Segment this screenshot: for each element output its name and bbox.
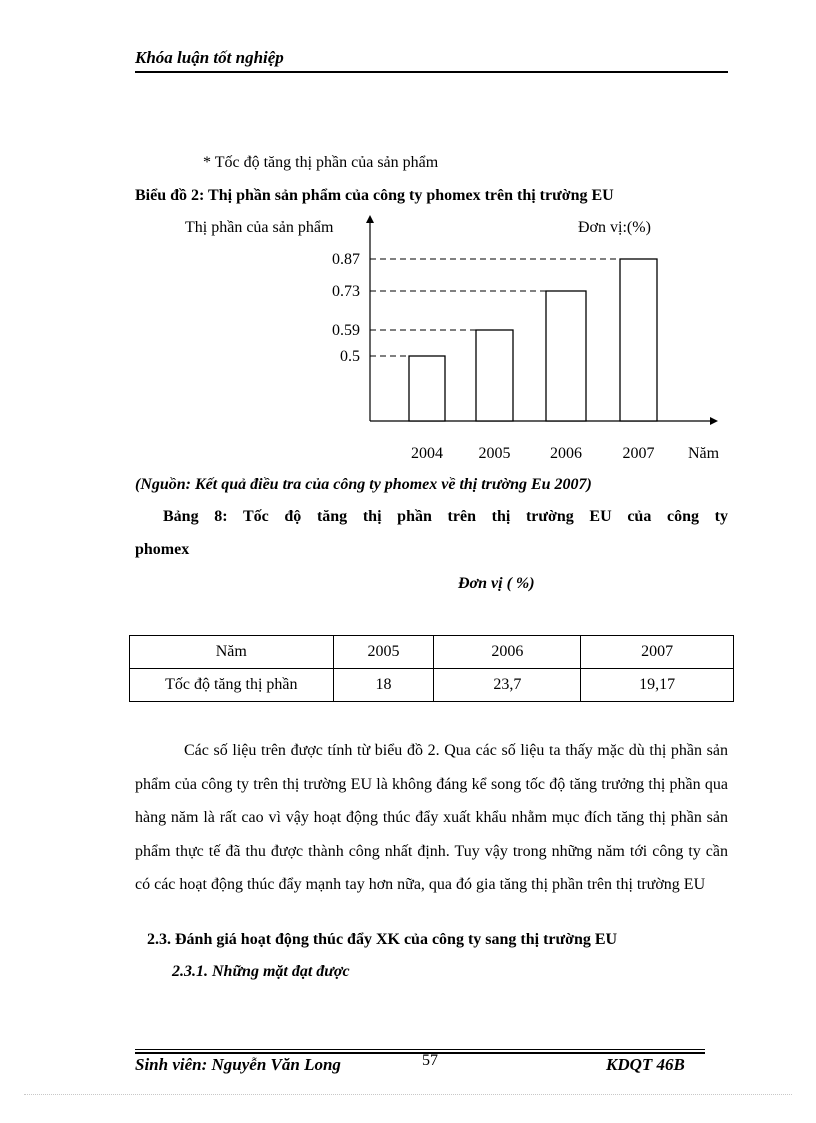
table-row	[130, 669, 734, 702]
chart-bar	[546, 291, 586, 421]
table-header-cell: Năm	[130, 636, 334, 669]
footer-student: Sinh viên: Nguyễn Văn Long	[135, 1055, 341, 1074]
table-caption: Bảng 8: Tốc độ tăng thị phần trên thị trường EU của công ty	[163, 508, 728, 525]
table-header-cell: 2005	[333, 636, 434, 669]
body-paragraph	[135, 734, 728, 902]
table-caption-cont: phomex	[135, 541, 190, 558]
table-header-cell: 2006	[434, 636, 581, 669]
x-tick-label: 2006	[550, 445, 582, 462]
table-cell: 18	[333, 669, 434, 702]
chart-bar	[476, 330, 513, 421]
chart-bar	[409, 356, 445, 421]
header-rule	[135, 71, 728, 73]
footer-class: KDQT 46B	[606, 1055, 685, 1074]
page-number: 57	[422, 1052, 438, 1069]
table-header-row	[130, 636, 734, 669]
page-header-title: Khóa luận tốt nghiệp	[135, 48, 284, 67]
x-axis-label: Năm	[688, 445, 720, 462]
chart-caption: Biểu đồ 2: Thị phần sản phẩm của công ty phomex trên thị trường EU	[135, 187, 614, 204]
table-header-cell: 2007	[581, 636, 734, 669]
source-note: (Nguồn: Kết quả điều tra của công ty phomex về thị trường Eu 2007)	[135, 476, 592, 493]
y-tick-label: 0.87	[332, 251, 360, 268]
section-heading: 2.3. Đánh giá hoạt động thúc đẩy XK của công ty sang thị trường EU	[147, 931, 618, 948]
bar-chart	[0, 205, 816, 475]
chart-bar	[620, 259, 657, 421]
y-tick-label: 0.73	[332, 283, 360, 300]
paragraph-text: Các số liệu trên được tính từ biểu đồ 2. Qua các số liệu ta thấy mặc dù thị phần sản phẩm của công ty trên thị trường EU là không đáng kể song tốc độ tăng trưởng thị phần qua hàng năm là rất cao vì vậy hoạt động thúc đẩy xuất khẩu nhằm mục đích tăng thị phần sản phẩm thực tế đã thu được thành công nhất định. Tuy vậy trong những năm tới công ty cần có các hoạt động thúc đẩy mạnh tay hơn nữa, qua đó gia tăng thị phần trên thị trường EU	[135, 742, 728, 894]
unit-label: Đơn vị:(%)	[578, 219, 651, 236]
footer-rule-thick	[135, 1052, 705, 1054]
page-edge-dotted	[24, 1094, 792, 1095]
table-cell: 19,17	[581, 669, 734, 702]
y-axis-label: Thị phần của sản phẩm	[185, 219, 334, 236]
y-axis-arrow	[366, 215, 374, 223]
table-cell: 23,7	[434, 669, 581, 702]
growth-table	[129, 635, 734, 702]
x-axis-arrow	[710, 417, 718, 425]
x-tick-label: 2004	[411, 445, 443, 462]
x-tick-label: 2005	[478, 445, 511, 462]
subsection-heading: 2.3.1. Những mặt đạt được	[172, 963, 350, 980]
intro-line: * Tốc độ tăng thị phần của sản phẩm	[203, 154, 439, 171]
y-tick-label: 0.59	[332, 322, 360, 339]
footer-rule	[135, 1049, 705, 1050]
table-cell: Tốc độ tăng thị phần	[130, 669, 334, 702]
table-unit: Đơn vị ( %)	[458, 575, 535, 592]
y-tick-label: 0.5	[340, 348, 360, 365]
x-tick-label: 2007	[622, 445, 655, 462]
